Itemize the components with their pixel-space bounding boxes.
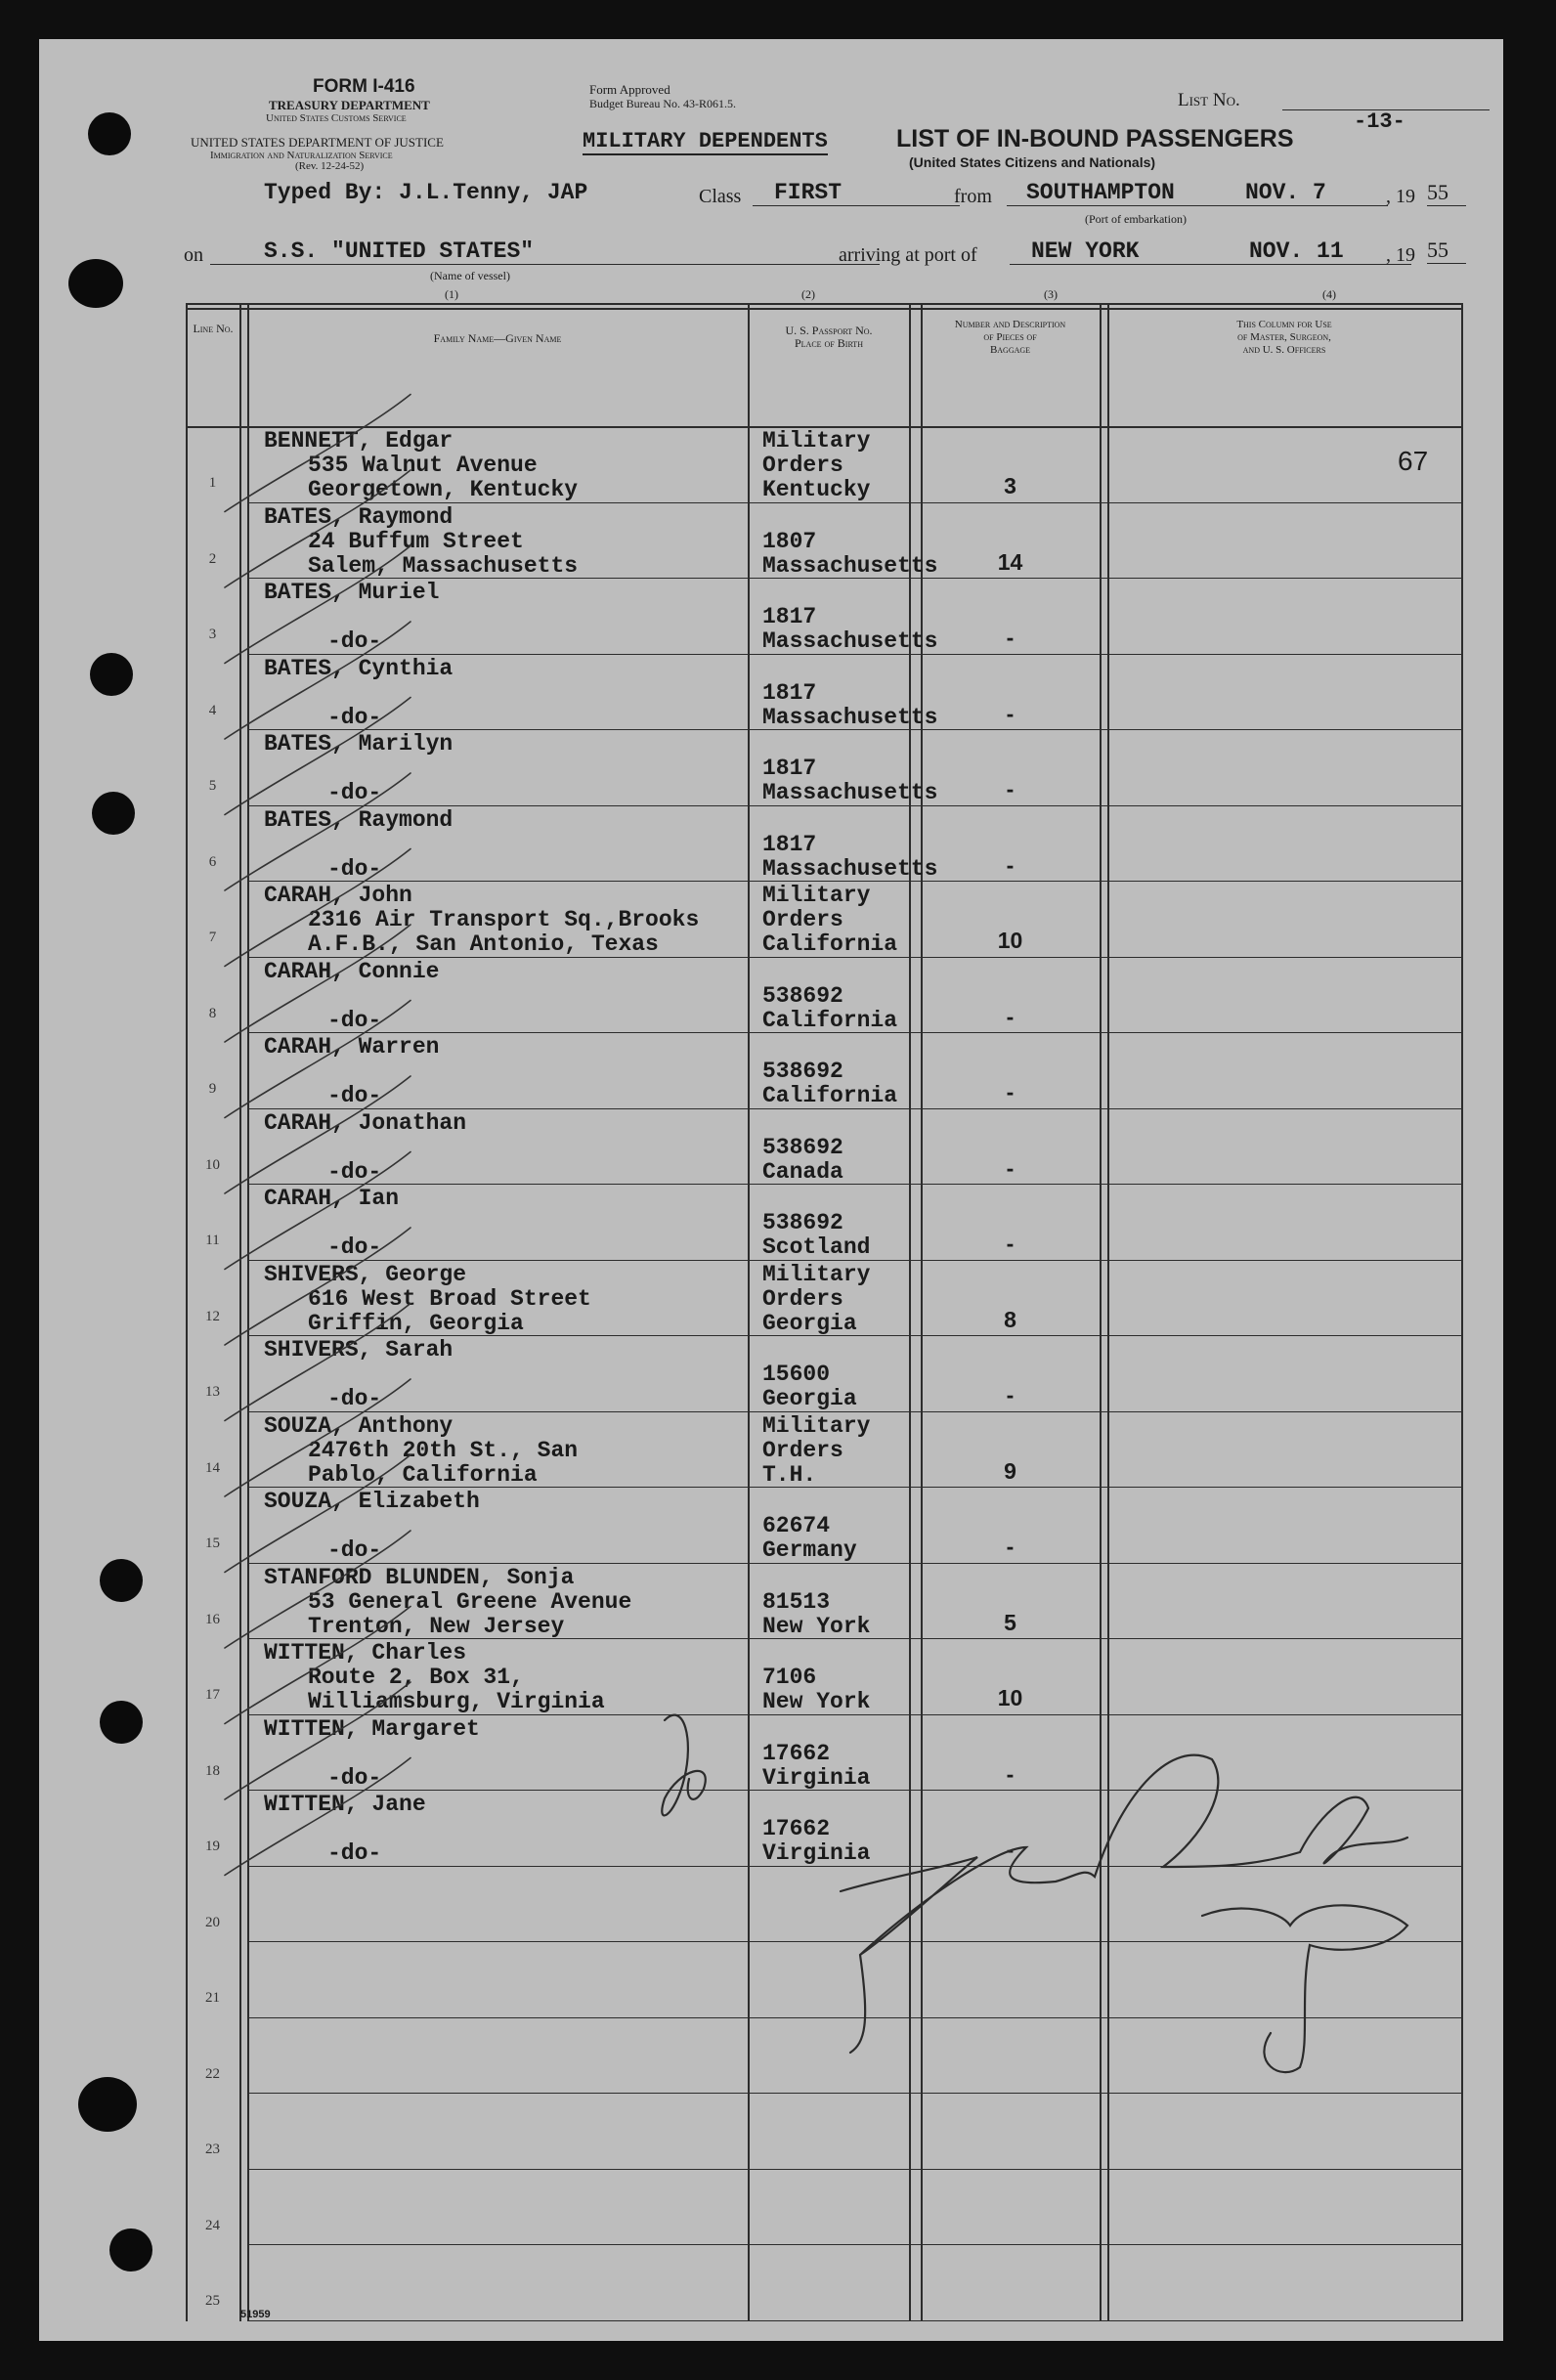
check-mark — [225, 1455, 411, 1573]
address-line-2: Trenton, New Jersey — [308, 1613, 565, 1639]
passport-number: 62674 — [762, 1513, 831, 1538]
signature-scrawl — [841, 1755, 1407, 1955]
check-mark — [225, 1379, 411, 1496]
passport-number: 7106 — [762, 1665, 817, 1690]
baggage-count: - — [1006, 1079, 1015, 1104]
address-line-2: A.F.B., San Antonio, Texas — [308, 931, 659, 957]
line-number: 9 — [208, 1081, 217, 1097]
passport-line-1: Military — [762, 428, 871, 454]
address-line-1: Route 2, Box 31, — [308, 1665, 524, 1690]
line-number: 5 — [208, 778, 217, 794]
revision-date: (Rev. 12-24-52) — [295, 160, 365, 172]
address-line-2: -do- — [327, 628, 382, 654]
line-number: 1 — [208, 475, 217, 491]
passenger-name: BATES, Raymond — [264, 806, 454, 833]
address-line-2: -do- — [327, 1840, 382, 1866]
line-number: 15 — [205, 1536, 220, 1551]
line-number: 16 — [205, 1611, 220, 1627]
baggage-count: - — [1006, 776, 1015, 801]
place-of-birth: Georgia — [762, 1386, 857, 1411]
check-mark — [225, 546, 411, 664]
passenger-name: WITTEN, Charles — [264, 1640, 467, 1666]
baggage-count: - — [1006, 1837, 1015, 1862]
passenger-name: CARAH, Warren — [264, 1034, 440, 1060]
header-baggage-2: of Pieces of — [983, 331, 1037, 343]
address-line-2: -do- — [327, 1007, 382, 1033]
signature-scrawl — [1202, 1905, 1407, 2072]
line-number: 7 — [208, 930, 217, 945]
line-number: 11 — [205, 1233, 220, 1248]
baggage-count: - — [1006, 1003, 1015, 1029]
baggage-count: 5 — [1004, 1609, 1016, 1635]
address-line-2: -do- — [327, 780, 382, 805]
vessel-caption: (Name of vessel) — [430, 269, 510, 282]
line-number: 13 — [205, 1384, 220, 1400]
check-mark — [225, 470, 411, 587]
passport-number: 17662 — [762, 1740, 831, 1766]
line-number: 24 — [205, 2217, 220, 2233]
place-of-birth: New York — [762, 1689, 871, 1714]
passenger-name: BENNETT, Edgar — [264, 428, 454, 454]
class-label: Class — [699, 186, 742, 207]
footer-code: 51959 — [240, 2309, 271, 2320]
arrival-year: 55 — [1427, 238, 1466, 264]
address-line-2: -do- — [327, 1764, 382, 1791]
place-of-birth: T.H. — [762, 1461, 817, 1488]
check-mark — [225, 1228, 411, 1345]
place-of-birth: California — [762, 1007, 898, 1033]
place-of-birth: New York — [762, 1613, 871, 1639]
arriving-label: arriving at port of — [839, 244, 977, 266]
passenger-name: SOUZA, Anthony — [264, 1412, 454, 1439]
header-line-no: Line No. — [193, 322, 234, 335]
dept-line-2: United States Customs Service — [266, 112, 407, 124]
form-number: FORM I-416 — [313, 76, 415, 97]
passenger-name: CARAH, Jonathan — [264, 1109, 467, 1136]
dept-line-1: TREASURY DEPARTMENT — [269, 98, 430, 112]
address-line-2: -do- — [327, 704, 382, 730]
address-line-2: Pablo, California — [308, 1461, 538, 1488]
address-line-2: -do- — [327, 1386, 382, 1411]
place-of-birth: Scotland — [762, 1234, 871, 1260]
place-of-birth: Virginia — [762, 1764, 871, 1791]
address-line-2: -do- — [327, 1083, 382, 1108]
arrival-date: NOV. 11 — [1200, 238, 1411, 265]
list-no-value: -13- — [1354, 109, 1405, 134]
list-no-label: List No. — [1178, 90, 1240, 110]
passport-number: 81513 — [762, 1588, 831, 1615]
passport-number: 538692 — [762, 1210, 843, 1235]
baggage-count: - — [1006, 1154, 1015, 1181]
passport-number: 15600 — [762, 1362, 831, 1387]
header-baggage-3: Baggage — [989, 344, 1031, 356]
address-line-2: Griffin, Georgia — [308, 1310, 524, 1336]
baggage-count: 9 — [1004, 1457, 1016, 1484]
passport-number: 17662 — [762, 1816, 831, 1841]
passport-number: 1817 — [762, 604, 817, 629]
passenger-name: CARAH, John — [264, 883, 412, 908]
baggage-count: 14 — [997, 548, 1023, 575]
address-line-1: 616 West Broad Street — [308, 1285, 591, 1312]
line-number: 23 — [205, 2142, 220, 2157]
from-port: SOUTHAMPTON — [1007, 180, 1220, 206]
passport-number: 1817 — [762, 679, 817, 706]
header-passport-2: Place of Birth — [795, 336, 863, 350]
passport-number: 1817 — [762, 756, 817, 781]
place-of-birth: Massachusetts — [762, 628, 938, 654]
baggage-count: - — [1006, 625, 1015, 650]
passport-number: Orders — [762, 453, 843, 478]
vessel-name: S.S. "UNITED STATES" — [210, 238, 880, 265]
place-of-birth: Massachusetts — [762, 780, 938, 805]
header-baggage-1: Number and Description — [954, 319, 1066, 330]
line-number: 17 — [205, 1687, 220, 1703]
line-number: 8 — [208, 1005, 217, 1021]
list-subtitle: (United States Citizens and Nationals) — [909, 154, 1156, 170]
passport-number: Orders — [762, 907, 843, 932]
line-number: 14 — [205, 1459, 220, 1476]
baggage-count: - — [1006, 1760, 1015, 1787]
passenger-name: BATES, Muriel — [264, 580, 440, 605]
category-title: MILITARY DEPENDENTS — [583, 129, 828, 153]
line-number: 12 — [205, 1308, 220, 1324]
line-number: 20 — [205, 1914, 220, 1930]
passenger-name: BATES, Cynthia — [264, 655, 454, 681]
passenger-name: SHIVERS, George — [264, 1261, 467, 1287]
check-mark — [225, 1531, 411, 1648]
header-passport-1: U. S. Passport No. — [785, 324, 873, 337]
officer-note: 67 — [1398, 446, 1429, 476]
address-line-2: Salem, Massachusetts — [308, 552, 579, 579]
line-number: 10 — [205, 1156, 220, 1173]
signature-scrawl — [850, 1955, 865, 2053]
address-line-2: Georgetown, Kentucky — [308, 477, 579, 502]
line-number: 4 — [208, 702, 217, 718]
header-name: Family Name—Given Name — [433, 331, 562, 345]
line-number: 21 — [205, 1990, 220, 2006]
check-mark — [225, 1607, 411, 1724]
passport-number: 538692 — [762, 1134, 843, 1160]
from-year-prefix: , 19 — [1386, 186, 1415, 207]
baggage-count: 10 — [997, 928, 1023, 953]
dept-line-3: UNITED STATES DEPARTMENT OF JUSTICE — [191, 135, 444, 150]
passport-line-1: Military — [762, 1412, 871, 1439]
place-of-birth: Massachusetts — [762, 552, 938, 579]
baggage-count: 10 — [997, 1685, 1023, 1710]
passport-line-1: Military — [762, 883, 871, 908]
address-line-1: 535 Walnut Avenue — [308, 453, 538, 478]
passport-number: Orders — [762, 1285, 843, 1312]
place-of-birth: California — [762, 931, 898, 957]
passport-line-1: Military — [762, 1261, 871, 1287]
passenger-name: STANFORD BLUNDEN, Sonja — [264, 1564, 575, 1590]
baggage-count: 8 — [1004, 1306, 1016, 1332]
check-mark — [225, 698, 411, 815]
baggage-count: - — [1006, 1382, 1015, 1407]
port-caption: (Port of embarkation) — [1085, 212, 1187, 226]
place-of-birth: Georgia — [762, 1310, 857, 1336]
arrival-year-prefix: , 19 — [1386, 244, 1415, 266]
form-approved: Form Approved — [589, 82, 670, 97]
place-of-birth: Massachusetts — [762, 704, 938, 730]
check-mark — [225, 773, 411, 890]
address-line-1: 2316 Air Transport Sq.,Brooks — [308, 907, 700, 932]
check-mark — [225, 925, 411, 1042]
baggage-count: 3 — [1004, 473, 1016, 498]
line-number: 25 — [205, 2293, 220, 2309]
arrival-port: NEW YORK — [1010, 238, 1202, 265]
place-of-birth: Canada — [762, 1158, 843, 1185]
initials-mark — [662, 1715, 705, 1816]
line-number: 19 — [205, 1839, 220, 1854]
typed-by: Typed By: J.L.Tenny, JAP — [264, 180, 588, 205]
place-of-birth: Germany — [762, 1537, 857, 1563]
from-date: NOV. 7 — [1220, 180, 1388, 206]
baggage-count: - — [1006, 1534, 1015, 1559]
line-number: 22 — [205, 2065, 220, 2082]
passenger-name: CARAH, Connie — [264, 958, 440, 984]
passenger-name: CARAH, Ian — [264, 1186, 400, 1211]
place-of-birth: Massachusetts — [762, 855, 938, 882]
form-sheet — [39, 39, 1503, 2341]
baggage-count: - — [1006, 700, 1015, 726]
check-mark — [225, 1682, 411, 1799]
passenger-name: WITTEN, Jane — [264, 1792, 426, 1817]
line-number: 6 — [208, 853, 217, 870]
address-line-2: -do- — [327, 1158, 382, 1185]
baggage-count: - — [1006, 1231, 1015, 1256]
passport-number: Orders — [762, 1437, 843, 1463]
line-number: 2 — [208, 550, 217, 567]
passport-number: 1807 — [762, 528, 817, 554]
address-line-1: 2476th 20th St., San — [308, 1437, 579, 1463]
line-number: 3 — [208, 627, 217, 642]
address-line-2: -do- — [327, 855, 382, 882]
on-label: on — [184, 244, 203, 266]
from-label: from — [954, 186, 992, 207]
passenger-name: WITTEN, Margaret — [264, 1715, 480, 1742]
check-mark — [225, 1001, 411, 1118]
check-mark — [225, 1076, 411, 1193]
header-officers-1: This Column for Use — [1236, 319, 1332, 330]
dept-line-4: Immigration and Naturalization Service — [210, 150, 393, 161]
check-mark — [225, 1758, 411, 1876]
address-line-2: -do- — [327, 1234, 382, 1260]
check-mark — [225, 1304, 411, 1421]
passenger-name: BATES, Raymond — [264, 503, 454, 530]
header-officers-3: and U. S. Officers — [1242, 344, 1326, 356]
check-mark — [225, 1152, 411, 1270]
address-line-1: 53 General Greene Avenue — [308, 1588, 632, 1615]
passport-number: 538692 — [762, 982, 843, 1009]
passport-number: 1817 — [762, 831, 817, 857]
class-value: FIRST — [753, 180, 960, 206]
column-number-3: (3) — [1044, 287, 1058, 301]
check-mark — [225, 622, 411, 739]
passenger-name: SHIVERS, Sarah — [264, 1337, 454, 1363]
place-of-birth: Kentucky — [762, 477, 871, 502]
passenger-name: BATES, Marilyn — [264, 731, 454, 757]
header-officers-2: of Master, Surgeon, — [1237, 331, 1331, 343]
place-of-birth: Virginia — [762, 1840, 871, 1866]
passport-number: 538692 — [762, 1059, 843, 1084]
check-mark — [225, 395, 411, 512]
from-year: 55 — [1427, 180, 1466, 206]
baggage-count: - — [1006, 851, 1015, 878]
list-title: LIST OF IN-BOUND PASSENGERS — [896, 125, 1294, 152]
column-number-1: (1) — [445, 287, 458, 301]
handwriting-overlay — [39, 39, 1503, 2341]
address-line-1: 24 Buffum Street — [308, 528, 524, 554]
budget-bureau: Budget Bureau No. 43-R061.5. — [589, 97, 736, 110]
passenger-name: SOUZA, Elizabeth — [264, 1489, 480, 1514]
column-number-2: (2) — [801, 287, 815, 301]
line-number: 18 — [205, 1762, 220, 1779]
address-line-2: Williamsburg, Virginia — [308, 1689, 605, 1714]
place-of-birth: California — [762, 1083, 898, 1108]
check-mark — [225, 849, 411, 967]
address-line-2: -do- — [327, 1537, 382, 1563]
column-number-4: (4) — [1322, 287, 1336, 301]
